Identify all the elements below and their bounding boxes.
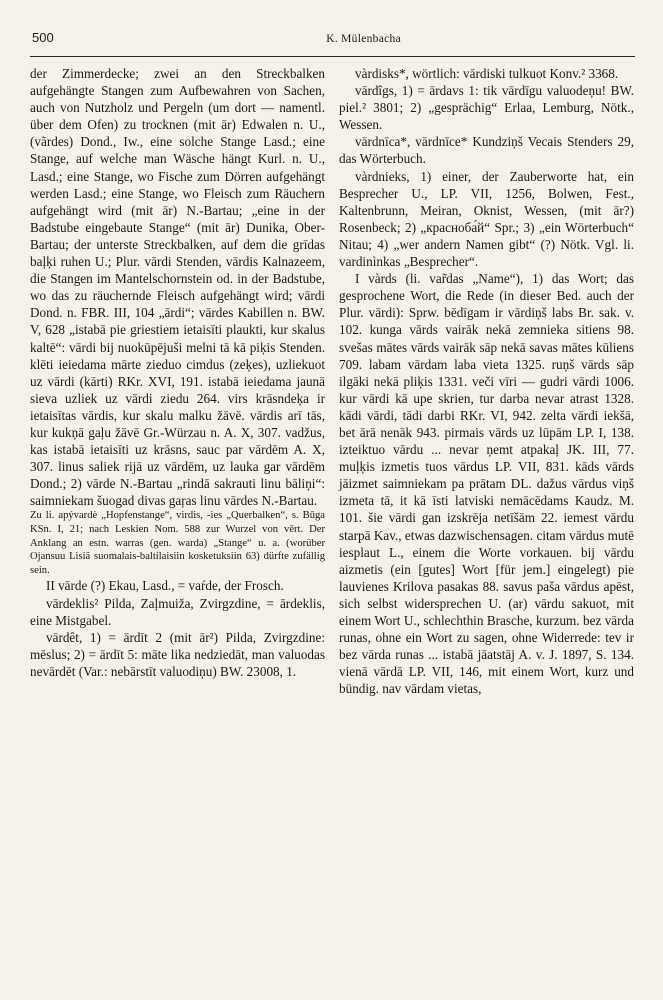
header-rule	[30, 56, 635, 57]
entry-varde-ii: II vārde (?) Ekau, Lasd., = vaŕde, der Frosch.	[46, 578, 284, 594]
entry-vardisks: vàrdisks*, wörtlich: vārdiski tulkuot Konv.² 3368.	[355, 66, 619, 81]
two-column-body	[30, 65, 635, 697]
entry-vards-i: I vàrds (li. var̃das „Name“), 1) das Wort; das gesprochene Wort, die Rede (in dieser Bed. auch der Plur. vārdi): Sprw. bēdīgam ir vārdiņš labs Br. sak. v. 102. kunga vārds vairāk nekā zemnieka sitiens 98. svešas mātes vārds vairāk sāp nekā savas mātes kūliens 709. labam vārdam laba vieta 1325. ruņš vārds sāp ilgāki nekā pliķis 1331. veči vīri — gudri vārdi 1006. kur vārdi kā upe skrien, tur darba nevar atrast 1328. kādi vārdi, tādi darbi RKr. VI, 942. zelta vārdi iekšā, bet ārā nenāk 943. pirmais vārds uz lūpām LP. I, 138. izteiktuo vārdu ... nevar ņemt atpakaļ JK. III, 77. muļķis izmetis tuos vārdus LP. VII, 831. kāds vārds jāizmet saimniekam pa prātam DL. dažus vārdus viņš izmeta tā, it kā īsti latviski nemācēdams Kaudz. M. 101. šie vārdi gan izskrēja netīšām 22. iemest vārdu starpā Kav., etwas dazwischensagen. citam vārdus mutē iesplaut L., einem die Worte vorkauen. bij vārdu aizmetis (ein [gutes] Wort [für jem.] eingelegt) pie lauvienes Krilova pasakas 88. savus paša vārdus apēst, sich selbst widersprechen U. (ar) vārdu sakuot, mit einem Wort U., schlechthin Brasche, kurzum. bez vārda runas, ohne ein Wort zu sagen, ohne Widerrede: tev ir bez vārda runas ... istabā jāatstāj A. v. J. 1897, S. 134. vienā vārdā LP. VII, 146, mit einem Wort, kurz und bündig. nav vārdam vietas,	[339, 271, 634, 697]
page-number: 500	[32, 30, 54, 45]
entry-vardnica: vārdnīca*, vārdnīce* Kundziņš Vecais Stenders 29, das Wörterbuch.	[339, 134, 634, 167]
entry-vardnieks: vàrdnieks, 1) einer, der Zauberworte hat, ein Besprecher U., LP. VII, 1256, Bolwen, Fest., Kaltenbrunn, Meiran, Oknist, Wessen, (mit ār?) Rosenbeck; 2) „красноба́й“ Spr.; 3) „ein Wörterbuch“ Nitau; 4) „wer andern Namen gibt“ (?) Nötk. Vgl. li. vardinìnkas „Besprecher“.	[339, 168, 634, 270]
page-header	[30, 30, 635, 50]
right-column	[339, 65, 634, 697]
entry-vardeklis: vārdeklis² Pilda, Zaļmuiža, Zvirgzdine, = ārdeklis, eine Mistgabel.	[30, 595, 325, 628]
entry-continuation: der Zimmerdecke; zwei an den Streckbalken aufgehängte Stangen zum Aufbewahren von Sachen, auch von Nutzholz und Pergeln (um dort — namentl. über dem Ofen) zu trocknen (mit ār) Edwalen n. U., (vãrdes) Dond., Iw., eine solche Stange Lasd.; eine Stange, auf welche man Wäsche hängt Kurl. n. U., Lasd.; eine Stange, wo Fische zum Dörren aufgehängt werden Lasd.; eine Stange, wo Fleisch zum Räuchern aufgehängt wird (mit ār) N.-Bartau; „eine in der Badstube eingebaute Stange“ (mit ār) Dunika, Ober-Bartau; der unterste Streckbalken, auf dem die grīdas baļķi ruhen U.; Plur. vārdi Stenden, vārdis Kalnazeem, die Stangen im Mantelschornstein od. in der Badstube, wo das zu räuchernde Fleisch aufgehängt wird; vārdi Dond. n. FBR. III, 104 „ārdi“; vārdes Kabillen n. BW. V, 628 „istabā pie griestiem ietaisīti plaukti, kur skalus kaltē“: vārdi bij nuokūpējuši melni tā kā piķis Stenden. klēti ieiedama mārte zieduo cimdus (zeķes), uzliekuot uz vārdi (kārti) RKr. XVI, 191. istabā ieiedama jaunā sieva uzliek uz vārdi ziedu 264. virs krāsndeķa ir ietaisītas vārdis, kur skalu malku žāvē. vārdis arī tās, kur kukņā gaļu žāvē Gr.-Würzau n. A. X, 307. vadžus, kas istabā ietaisīti uz krāsns, sauc par vārdēm A. X, 307. linus saliek rijā uz vārdēm, uz lauka gar vārdēm Dond.; 2) vārde N.-Bartau „rindā sakrauti linu bāliņi“: saimniekam šuogad divas gaŗas linu vārdes N.-Bartau.	[30, 66, 325, 509]
left-column	[30, 65, 325, 697]
running-title: K. Mülenbacha	[326, 33, 401, 45]
entry-vardet: vārdêt, 1) = ārdīt 2 (mit ār²) Pilda, Zvirgzdine: mēslus; 2) = ārdīt 5: māte lika nedziedāt, man valuodas nevārdēt (Var.: nebārstīt valuodiņu) BW. 23008, 1.	[30, 629, 325, 679]
entry-vardigs: vārdîgs, 1) = ārdavs 1: tik vārdīgu valuodeņu! BW. piel.² 3801; 2) „gesprächig“ Erlaa, Lemburg, Nötk., Wessen.	[339, 83, 634, 133]
etymology-note: Zu li. apývardė „Hopfenstange“, virdis, -ies „Querbalken“, s. Būga KSn. I, 21; nach Leskien Nom. 588 zur Wurzel von vērt. Der Anklang an estn. warras (gen. warda) „Stange“ u. a. (worüber Ojansuu Lisiä suomalais-baltilaisiin kosketuksiin 63) dürfte zufällig sein.	[30, 510, 325, 576]
